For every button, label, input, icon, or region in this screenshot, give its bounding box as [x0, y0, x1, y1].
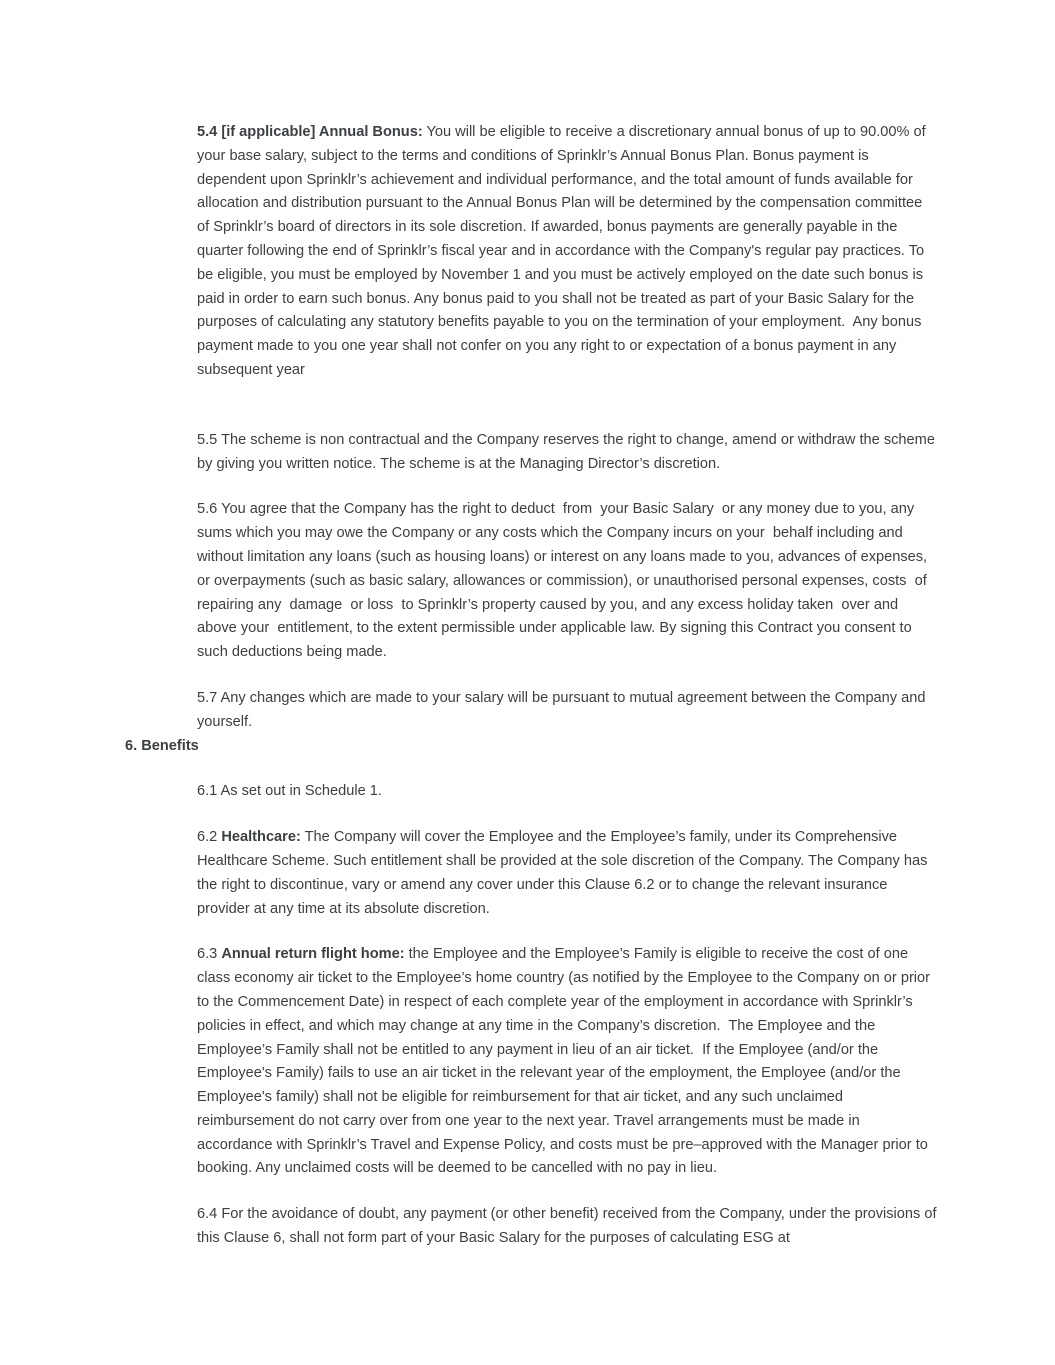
clause-5-5 — [197, 429, 937, 477]
clause-5-6-text: 5.6 You agree that the Company has the right to deduct from your Basic Salary or any money due to you, any sums which you may owe the Company or any costs which the Company incurs on your behalf including and without limitation any loans (such as housing loans) or interest on any loans made to you, advances of expenses, or overpayments (such as basic salary, allowances or commission), or unauthorised personal expenses, costs of repairing any damage or loss to Sprinklr’s property caused by you, and any excess holiday taken over and above your entitlement, to the extent permissible under applicable law. By signing this Contract you consent to such deductions being made. — [197, 501, 932, 661]
clause-6-3-number: 6.3 — [197, 946, 222, 963]
clause-5-4 — [197, 121, 937, 383]
clause-6-3 — [197, 943, 937, 1181]
clause-5-7 — [197, 687, 937, 735]
clause-5-7-text: 5.7 Any changes which are made to your salary will be pursuant to mutual agreement between the Company and yourself. — [197, 689, 930, 730]
clause-6-1 — [197, 780, 937, 804]
clause-6-4-text: 6.4 For the avoidance of doubt, any payment (or other benefit) received from the Company, under the provisions of this Clause 6, shall not form part of your Basic Salary for the purposes of calculating ESG at — [197, 1206, 941, 1247]
clause-6-2-lead: Healthcare: — [221, 829, 301, 846]
clause-6-2-text: The Company will cover the Employee and the Employee’s family, under its Comprehensive Healthcare Scheme. Such entitlement shall be provided at the sole discretion of the Company. The Company has the right to discontinue, vary or amend any cover under this Clause 6.2 or to change the relevant insurance provider at any time at its absolute discretion. — [197, 829, 932, 917]
clause-6-2 — [197, 826, 937, 921]
clause-6-3-text: the Employee and the Employee’s Family is eligible to receive the cost of one class economy air ticket to the Employee’s home country (as notified by the Employee to the Company on or prior to the Commencement Date) in respect of each complete year of the employment in accordance with Sprinklr’s policies in effect, and which may change at any time in the Company’s discretion. The Employee and the Employee’s Family shall not be entitled to any payment in lieu of an air ticket. If the Employee (and/or the Employee's Family) fails to use an air ticket in the relevant year of the employment, the Employee (and/or the Employee's family) shall not be eligible for reimbursement for that air ticket, and any such unclaimed reimbursement do not carry over from one year to the next year. Travel arrangements must be made in accordance with Sprinklr’s Travel and Expense Policy, and costs must be pre–approved with the Manager prior to booking. Any unclaimed costs will be deemed to be cancelled with no pay in lieu. — [197, 946, 935, 1177]
clause-6-1-text: 6.1 As set out in Schedule 1. — [197, 783, 382, 800]
section-heading-benefits: 6. Benefits — [125, 737, 199, 754]
clause-5-4-lead: 5.4 [if applicable] Annual Bonus: — [197, 124, 423, 140]
clause-5-5-text: 5.5 The scheme is non contractual and the Company reserves the right to change, amend or withdraw the scheme by giving you written notice. The scheme is at the Managing Director’s discretion. — [197, 431, 939, 472]
clause-5-4-text: You will be eligible to receive a discretionary annual bonus of up to 90.00% of your base salary, subject to the terms and conditions of Sprinklr’s Annual Bonus Plan. Bonus payment is dependent upon Sprinklr’s achievement and individual performance, and the total amount of funds available for allocation and distribution pursuant to the Annual Bonus Plan will be determined by the compensation committee of Sprinklr’s board of directors in its sole discretion. If awarded, bonus payments are generally payable in the quarter following the end of Sprinklr’s fiscal year and in accordance with the Company's regular pay practices. To be eligible, you must be employed by November 1 and you must be actively employed on the date such bonus is paid in order to earn such bonus. Any bonus paid to you shall not be treated as part of your Basic Salary for the purposes of calculating any statutory benefits payable to you on the termination of your employment. Any bonus payment made to you one year shall not confer on you any right to or expectation of a bonus payment in any subsequent year — [197, 124, 930, 378]
clause-5-6 — [197, 498, 937, 665]
clause-6-2-number: 6.2 — [197, 829, 222, 846]
clause-6-4 — [197, 1203, 941, 1251]
clause-6-3-lead: Annual return flight home: — [221, 946, 405, 963]
